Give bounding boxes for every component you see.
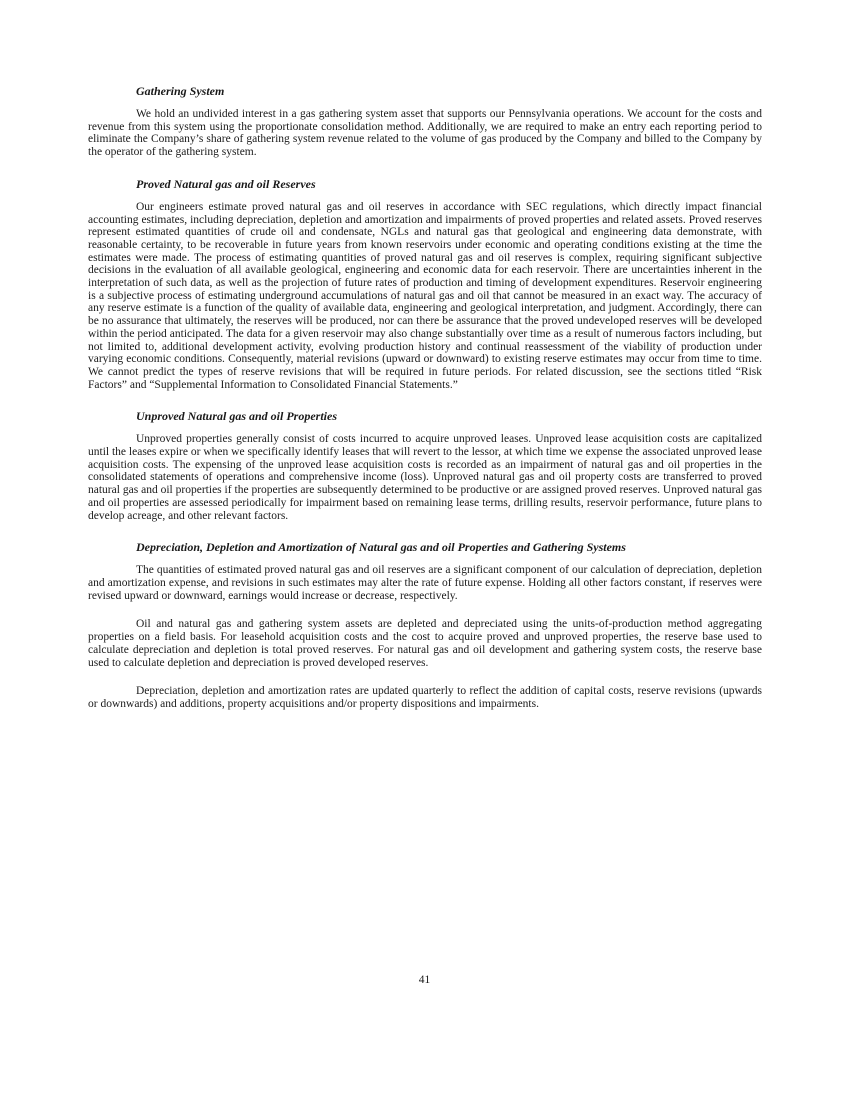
paragraph: Our engineers estimate proved natural gas and oil reserves in accordance with SEC regulations, which directly impact financial accounting estimates, including depreciation, depletion and amortization and impairments of proved properties and related assets. Proved reserves represent estimated quantities of crude oil and condensate, NGLs and natural gas that geological and engineering data demonstrate, with reasonable certainty, to be recoverable in future years from known reservoirs under economic and operating conditions existing at the time the estimates were made. The process of estimating quantities of proved natural gas and oil reserves is complex, requiring significant subjective decisions in the evaluation of all available geological, engineering and economic data for each reservoir. There are uncertainties inherent in the interpretation of such data, as well as the projection of future rates of production and timing of development expenditures. Reservoir engineering is a subjective process of estimating underground accumulations of natural gas and oil that cannot be measured in an exact way. The accuracy of any reserve estimate is a function of the quality of available data, engineering and geological interpretation, and judgment. Accordingly, there can be no assurance that ultimately, the reserves will be produced, nor can there be assurance that the proved undeveloped reserves will be developed within the period anticipated. The data for a given reservoir may also change substantially over time as a result of numerous factors including, but not limited to, additional development activity, evolving production history and continual reassessment of the viability of production under varying economic conditions. Consequently, material revisions (upward or downward) to existing reserve estimates may occur from time to time. We cannot predict the types of reserve revisions that will be required in future periods. For related discussion, see the sections titled “Risk Factors” and “Supplemental Information to Consolidated Financial Statements.” — [88, 200, 762, 391]
section-gathering-system — [88, 84, 762, 159]
paragraph: Oil and natural gas and gathering system assets are depleted and depreciated using the units-of-production method aggregating properties on a field basis. For leasehold acquisition costs and the cost to acquire proved and unproved properties, the reserve base used to calculate depreciation and depletion is total proved reserves. For natural gas and oil development and gathering system costs, the reserve base used to calculate depletion and depreciation is proved developed reserves. — [88, 618, 762, 669]
section-proved-reserves — [88, 177, 762, 392]
page-number: 41 — [418, 974, 431, 986]
paragraph: The quantities of estimated proved natural gas and oil reserves are a significant component of our calculation of depreciation, depletion and amortization expense, and revisions in such estimates may alter the rate of future expense. Holding all other factors constant, if reserves were revised upward or downward, earnings would increase or decrease, respectively. — [88, 564, 762, 602]
section-heading: Depreciation, Depletion and Amortization of Natural gas and oil Properties and Gathering Systems — [136, 540, 626, 555]
document-body — [88, 84, 762, 727]
paragraph: Depreciation, depletion and amortization rates are updated quarterly to reflect the addition of capital costs, reserve revisions (upwards or downwards) and additions, property acquisitions and/or property dispositions and impairments. — [88, 685, 762, 710]
section-heading: Unproved Natural gas and oil Properties — [136, 409, 338, 424]
paragraph: Unproved properties generally consist of costs incurred to acquire unproved leases. Unproved lease acquisition costs are capitalized until the leases expire or when we specifically identify leases that will revert to the lessor, at which time we expense the associated unproved lease acquisition costs. The expensing of the unproved lease acquisition costs is recorded as an impairment of natural gas and oil properties in the consolidated statements of operations and comprehensive income (loss). Unproved natural gas and oil property costs are transferred to proved natural gas and oil properties if the properties are subsequently determined to be productive or are assigned proved reserves. Unproved natural gas and oil properties are assessed periodically for impairment based on remaining lease terms, drilling results, reservoir performance, future plans to develop acreage, and other relevant factors. — [88, 433, 762, 522]
section-dda — [88, 540, 762, 710]
section-heading: Gathering System — [136, 84, 225, 98]
paragraph: We hold an undivided interest in a gas gathering system asset that supports our Pennsylvania operations. We account for the costs and revenue from this system using the proportionate consolidation method. Additionally, we are required to make an entry each reporting period to eliminate the Company’s share of gathering system revenue related to the volume of gas produced by the Company and billed to the Company by the operator of the gathering system. — [88, 108, 762, 159]
section-unproved-properties — [88, 409, 762, 522]
section-heading: Proved Natural gas and oil Reserves — [136, 176, 316, 191]
